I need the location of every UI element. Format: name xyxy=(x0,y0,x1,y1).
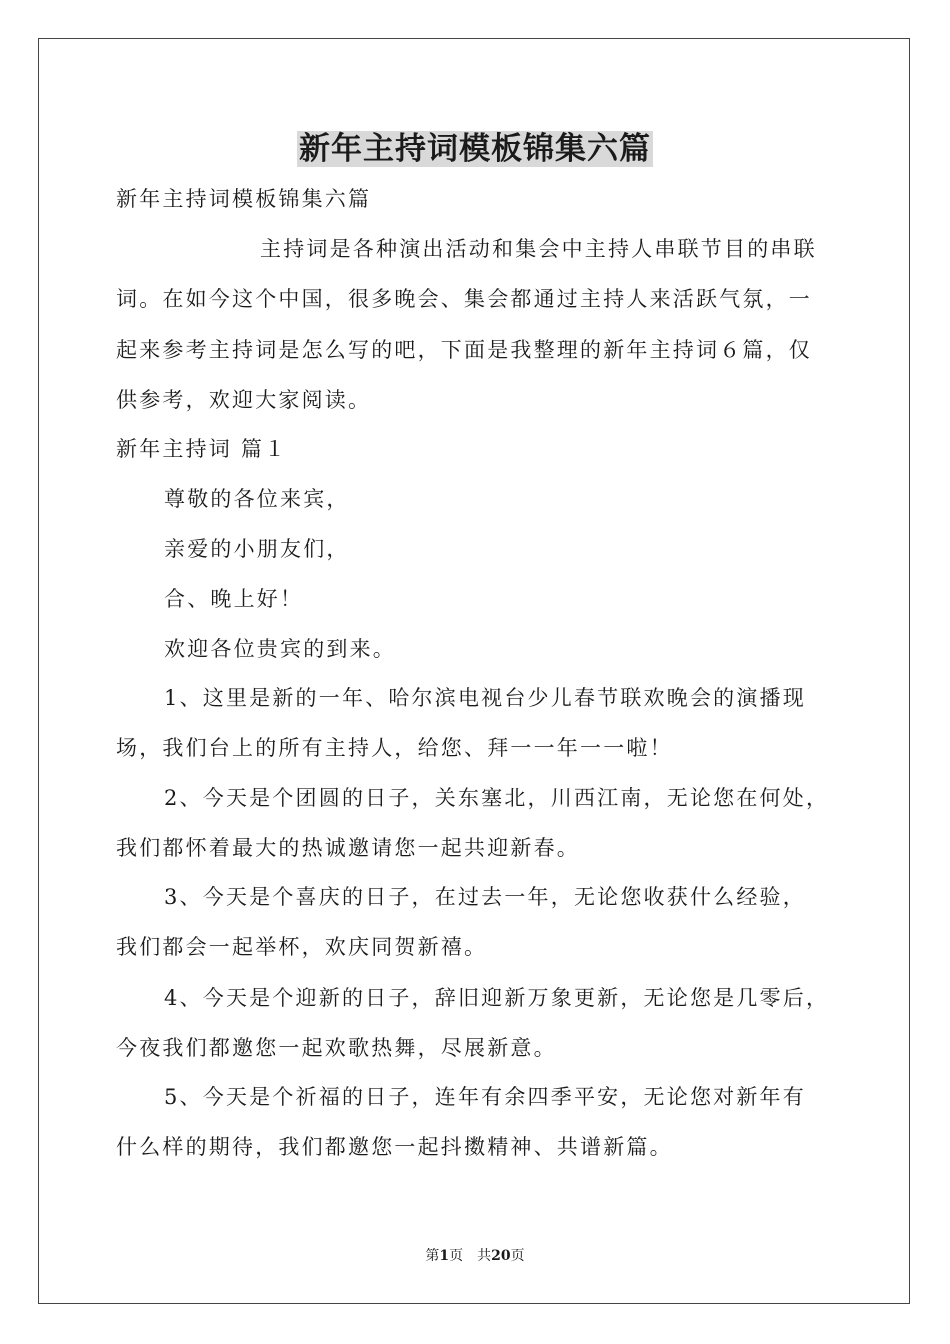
paragraph-line: 什么样的期待，我们都邀您一起抖擞精神、共谱新篇。 xyxy=(116,1135,673,1159)
greeting-line: 尊敬的各位来宾， xyxy=(164,487,350,511)
paragraph-line: 场，我们台上的所有主持人，给您、拜一一年一一啦！ xyxy=(116,736,673,760)
paragraph-line: 5、今天是个祈福的日子，连年有余四季平安，无论您对新年有 xyxy=(164,1085,806,1109)
footer-mid: 页 共 xyxy=(449,1248,492,1264)
intro-line: 词。在如今这个中国，很多晚会、集会都通过主持人来活跃气氛，一 xyxy=(116,287,812,311)
footer-page-number: 1 xyxy=(439,1248,450,1264)
page-footer xyxy=(0,1246,950,1266)
intro-line: 主持词是各种演出活动和集会中主持人串联节目的串联 xyxy=(260,237,817,261)
paragraph-line: 3、今天是个喜庆的日子，在过去一年，无论您收获什么经验， xyxy=(164,885,806,909)
paragraph-line: 1、这里是新的一年、哈尔滨电视台少儿春节联欢晚会的演播现 xyxy=(164,686,806,710)
paragraph-line: 今夜我们都邀您一起欢歌热舞，尽展新意。 xyxy=(116,1036,557,1060)
greeting-line: 欢迎各位贵宾的到来。 xyxy=(164,637,396,661)
footer-prefix: 第 xyxy=(425,1248,440,1264)
paragraph-line: 4、今天是个迎新的日子，辞旧迎新万象更新，无论您是几零后， xyxy=(164,986,830,1010)
footer-suffix: 页 xyxy=(510,1248,525,1264)
paragraph-line: 我们都会一起举杯，欢庆同贺新禧。 xyxy=(116,935,488,959)
intro-line: 供参考，欢迎大家阅读。 xyxy=(116,388,372,412)
footer-page-total: 20 xyxy=(491,1248,511,1264)
section-heading: 新年主持词 篇１ xyxy=(116,437,288,461)
paragraph-line: 2、今天是个团圆的日子，关东塞北，川西江南，无论您在何处， xyxy=(164,786,830,810)
paragraph-line: 我们都怀着最大的热诚邀请您一起共迎新春。 xyxy=(116,836,580,860)
page-border xyxy=(38,38,910,1304)
document-title-text: 新年主持词模板锦集六篇 xyxy=(299,131,651,167)
greeting-line: 合、晚上好！ xyxy=(164,587,304,611)
intro-line: 起来参考主持词是怎么写的吧，下面是我整理的新年主持词６篇，仅 xyxy=(116,338,812,362)
document-title xyxy=(0,126,950,172)
document-subtitle: 新年主持词模板锦集六篇 xyxy=(116,187,372,211)
greeting-line: 亲爱的小朋友们， xyxy=(164,537,350,561)
